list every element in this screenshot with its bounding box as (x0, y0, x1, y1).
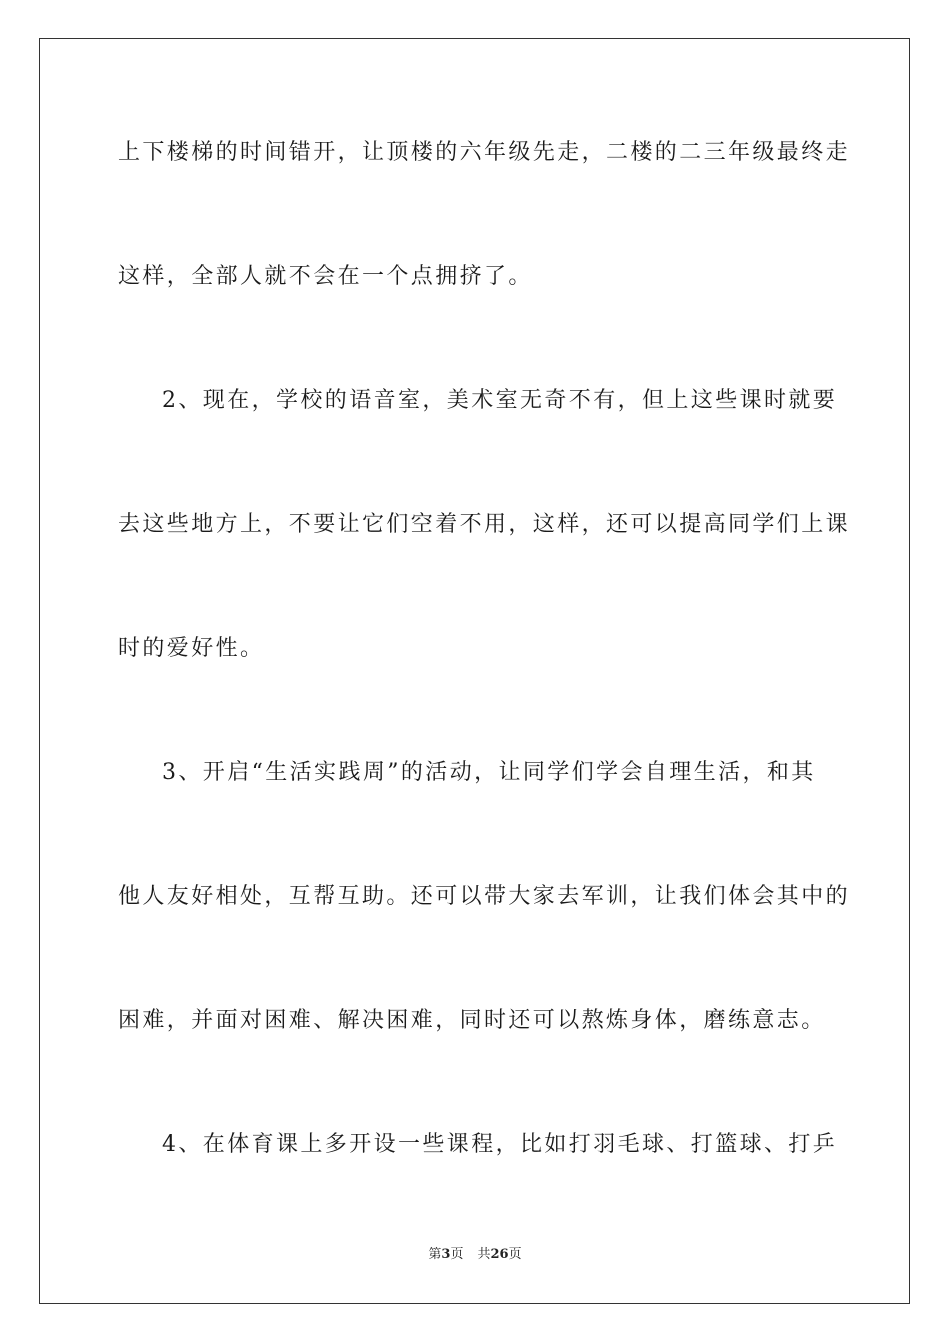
text-line-2: 这样，全部人就不会在一个点拥挤了。 (118, 264, 533, 289)
footer-page-number: 3 (441, 1247, 451, 1262)
paragraph-3-line-3: 困难，并面对困难、解决困难，同时还可以熬炼身体，磨练意志。 (118, 1008, 826, 1033)
paragraph-4-line-1: 4、在体育课上多开设一些课程，比如打羽毛球、打篮球、打乒 (162, 1132, 838, 1157)
footer-total-suffix: 页 (508, 1247, 522, 1262)
footer-page-suffix: 页 (450, 1247, 464, 1262)
paragraph-3-line-1: 3、开启“生活实践周”的活动，让同学们学会自理生活，和其 (162, 760, 816, 785)
paragraph-3-line-2: 他人友好相处，互帮互助。还可以带大家去军训，让我们体会其中的 (118, 884, 851, 909)
paragraph-2-line-3: 时的爱好性。 (118, 636, 265, 661)
footer-total-pages: 26 (490, 1247, 509, 1262)
page-footer (0, 1246, 950, 1264)
footer-page-prefix: 第 (428, 1247, 442, 1262)
paragraph-2-line-2: 去这些地方上，不要让它们空着不用，这样，还可以提高同学们上课 (118, 512, 851, 537)
footer-total-prefix: 共 (477, 1247, 491, 1262)
page-border (39, 38, 910, 1304)
text-line-1: 上下楼梯的时间错开，让顶楼的六年级先走，二楼的二三年级最终走 (118, 140, 851, 165)
paragraph-2-line-1: 2、现在，学校的语音室，美术室无奇不有，但上这些课时就要 (162, 388, 838, 413)
